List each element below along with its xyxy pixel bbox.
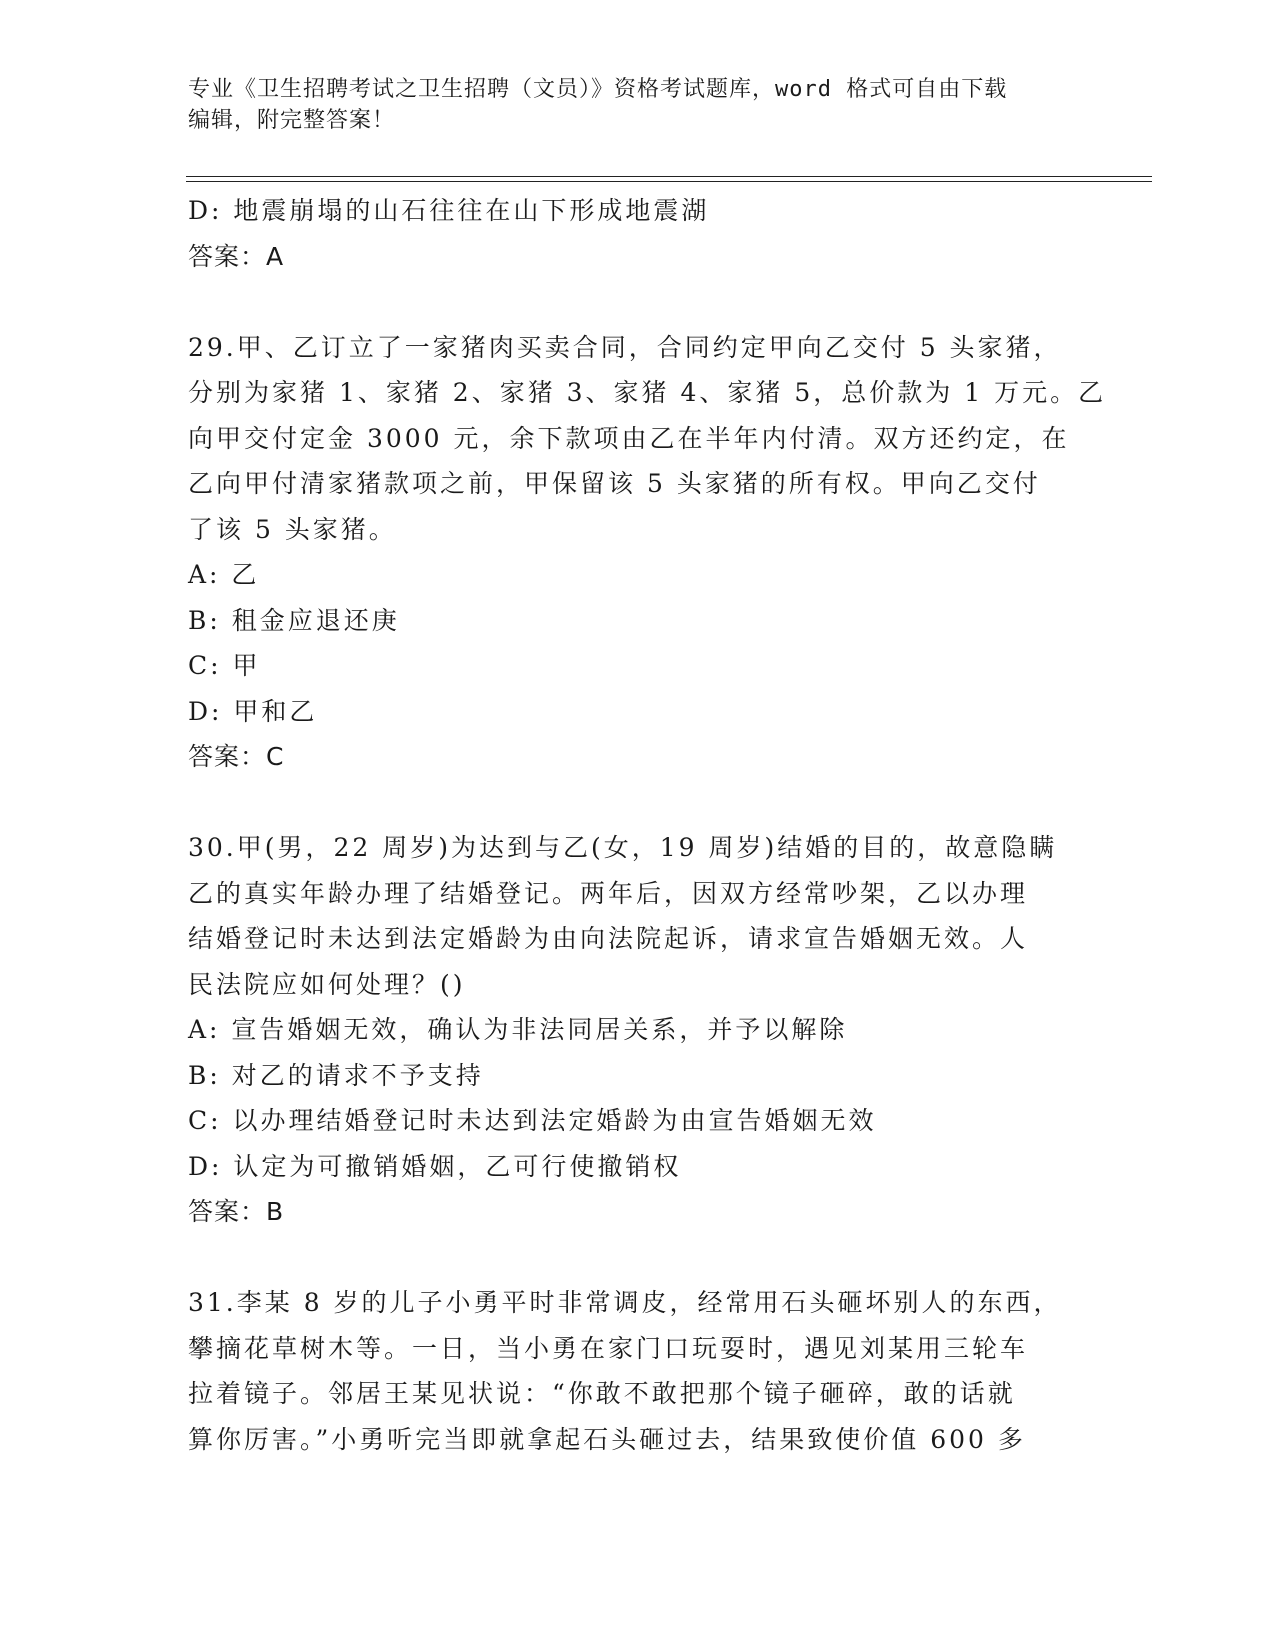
question-31-line: 拉着镜子。邻居王某见状说：“你敢不敢把那个镜子砸碎，敢的话就 (188, 1379, 1016, 1408)
header-divider-top (186, 176, 1152, 177)
question-29-line: 了该 5 头家猪。 (188, 514, 397, 544)
question-29-option-a: A: 乙 (188, 560, 260, 589)
question-31-line: 31.李某 8 岁的儿子小勇平时非常调皮，经常用石头砸坏别人的东西， (188, 1288, 1062, 1317)
question-30-line: 结婚登记时未达到法定婚龄为由向法院起诉，请求宣告婚姻无效。人 (188, 924, 1029, 953)
question-30-line: 民法院应如何处理？() (188, 969, 466, 999)
question-31 (188, 1280, 1088, 1462)
question-29-line: 分别为家猪 1、家猪 2、家猪 3、家猪 4、家猪 5，总价款为 1 万元。乙 (188, 378, 1107, 407)
document-header (188, 74, 1088, 136)
question-30-option-a: A: 宣告婚姻无效，确认为非法同居关系，并予以解除 (188, 1015, 848, 1044)
question-30-line: 30.甲(男，22 周岁)为达到与乙(女，19 周岁)结婚的目的，故意隐瞒 (188, 833, 1058, 862)
question-29-answer: 答案：C (188, 742, 285, 771)
spacer (188, 279, 1088, 325)
prev-answer: 答案：A (188, 241, 285, 271)
question-29-line: 向甲交付定金 3000 元，余下款项由乙在半年内付清。双方还约定，在 (188, 423, 1070, 453)
question-31-line: 算你厉害。”小勇听完当即就拿起石头砸过去，结果致使价值 600 多 (188, 1424, 1026, 1454)
header-divider-bottom (186, 181, 1152, 182)
question-30-answer: 答案：B (188, 1197, 285, 1226)
document-body (188, 188, 1107, 1462)
question-29-option-b: B: 租金应退还庚 (188, 605, 400, 635)
question-29-line: 29.甲、乙订立了一家猪肉买卖合同，合同约定甲向乙交付 5 头家猪， (188, 332, 1062, 362)
spacer (188, 780, 1088, 826)
question-29-option-c: C: 甲 (188, 651, 261, 680)
header-line-1: 专业《卫生招聘考试之卫生招聘（文员）》资格考试题库，word 格式可自由下载 (188, 77, 1008, 102)
question-30-option-c: C: 以办理结婚登记时未达到法定婚龄为由宣告婚姻无效 (188, 1106, 877, 1135)
question-29-line: 乙向甲付清家猪款项之前，甲保留该 5 头家猪的所有权。甲向乙交付 (188, 469, 1041, 498)
question-30 (188, 825, 1088, 1235)
question-31-line: 攀摘花草树木等。一日，当小勇在家门口玩耍时，遇见刘某用三轮车 (188, 1333, 1029, 1363)
spacer (188, 1235, 1088, 1281)
question-29 (188, 325, 1107, 780)
question-30-line: 乙的真实年龄办理了结婚登记。两年后，因双方经常吵架，乙以办理 (188, 878, 1029, 908)
question-29-option-d: D: 甲和乙 (188, 696, 318, 726)
question-30-option-d: D: 认定为可撤销婚姻，乙可行使撤销权 (188, 1151, 682, 1181)
header-line-2: 编辑，附完整答案！ (188, 108, 396, 133)
question-30-option-b: B: 对乙的请求不予支持 (188, 1060, 484, 1090)
prev-option-d: D: 地震崩塌的山石往往在山下形成地震湖 (188, 196, 710, 225)
